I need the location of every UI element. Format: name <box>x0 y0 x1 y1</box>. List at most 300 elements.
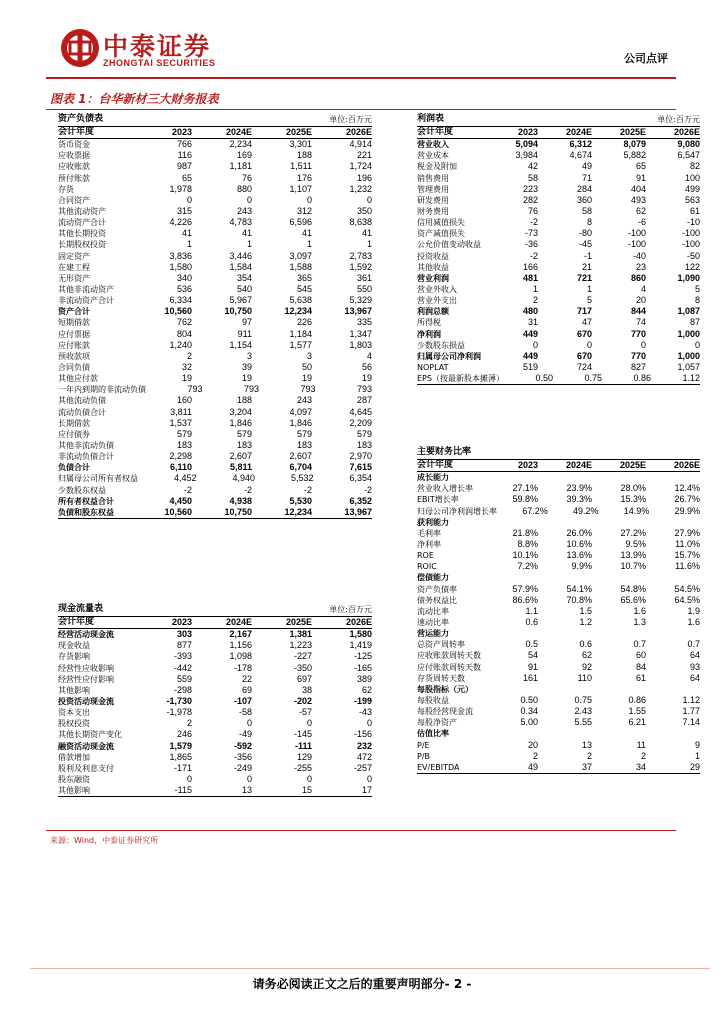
value-cell: 1,846 <box>229 417 252 428</box>
value-cell: 1,577 <box>289 339 312 350</box>
value-cell: 0.75 <box>574 694 592 705</box>
value-cell: 3,984 <box>515 150 538 161</box>
value-cell: -2 <box>529 217 538 228</box>
value-cell: -156 <box>353 729 372 740</box>
table-row <box>417 362 700 373</box>
table-title-row <box>417 447 700 460</box>
value-cell: 1 <box>186 239 192 250</box>
header-year-cell: 2026E <box>673 460 700 470</box>
row-label-cell: 净利率 <box>417 539 441 549</box>
value-cell <box>538 472 592 483</box>
value-cell: 449 <box>522 328 538 339</box>
row-label-cell: 每股经营现金流 <box>417 707 473 717</box>
value-cell: 19 <box>241 373 252 384</box>
value-cell: 3,811 <box>170 406 192 417</box>
value-cell: 1 <box>366 239 372 250</box>
table-row <box>417 139 700 150</box>
value-cell: 1,846 <box>289 417 312 428</box>
table-row <box>58 306 372 317</box>
row-label-cell: 研发费用 <box>417 195 449 205</box>
row-label-cell: 其他非流动资产 <box>58 284 114 294</box>
row-label-cell: 少数股东损益 <box>417 340 465 350</box>
table-row <box>58 674 372 685</box>
value-cell: -58 <box>238 707 252 718</box>
row-label-cell: ROE <box>417 551 434 561</box>
value-cell: 56 <box>361 361 372 372</box>
value-cell: 20 <box>635 295 646 306</box>
header-label-cell: 会计年度 <box>58 127 95 137</box>
table-header-row <box>417 127 700 139</box>
value-cell: 0 <box>366 718 372 729</box>
value-cell: 404 <box>630 183 646 194</box>
value-cell: 0.50 <box>520 694 538 705</box>
row-label-cell: 预收款项 <box>58 351 90 361</box>
value-cell: 54.1% <box>566 583 592 594</box>
value-cell <box>592 472 646 483</box>
value-cell: 100 <box>684 172 700 183</box>
table-row <box>58 173 372 184</box>
value-cell: 721 <box>576 272 592 283</box>
value-cell: 361 <box>356 272 372 283</box>
value-cell: 1.5 <box>579 605 592 616</box>
value-cell: -2 <box>363 484 372 495</box>
table-row <box>417 306 700 317</box>
row-label-cell: 流动比率 <box>417 606 449 616</box>
row-label-cell: 长期股权投资 <box>58 240 106 250</box>
value-cell: 2,167 <box>229 629 252 640</box>
table-row <box>58 440 372 451</box>
row-label-cell: 信用减值损失 <box>417 218 465 228</box>
value-cell: 2,607 <box>289 451 312 462</box>
row-label-cell: 应收账款周转天数 <box>417 651 481 661</box>
value-cell: 2 <box>532 295 538 306</box>
value-cell: 22 <box>241 673 252 684</box>
header-year-cell: 2025E <box>619 460 646 470</box>
income-statement-table <box>417 114 700 385</box>
value-cell: 793 <box>356 384 372 395</box>
table-row <box>58 373 372 384</box>
header-year-cell: 2024E <box>565 127 592 137</box>
value-cell: 540 <box>236 283 252 294</box>
value-cell: 9 <box>694 739 700 750</box>
value-cell: 1,107 <box>289 183 312 194</box>
value-cell: 6,547 <box>677 150 700 161</box>
value-cell: 9,080 <box>677 139 700 150</box>
row-label-cell: 营业利润 <box>417 273 449 283</box>
row-label-cell: 营业外支出 <box>417 296 457 306</box>
table-row <box>417 528 700 539</box>
value-cell <box>646 572 700 583</box>
row-label-cell: 所有者权益合计 <box>58 496 114 506</box>
header-year-cell: 2025E <box>285 617 312 627</box>
row-label-cell: 每股收益 <box>417 695 449 705</box>
value-cell: 844 <box>630 306 646 317</box>
row-label-cell: 负债合计 <box>58 463 90 473</box>
row-label-cell: 在建工程 <box>58 262 90 272</box>
table-row <box>417 662 700 673</box>
table-title: 现金流量表 <box>58 604 104 614</box>
value-cell: 47 <box>581 317 592 328</box>
value-cell: 87 <box>689 317 700 328</box>
value-cell: 13.9% <box>620 550 646 561</box>
value-cell <box>646 684 700 695</box>
table-row <box>58 496 372 507</box>
table-row <box>417 262 700 273</box>
table-row <box>417 572 700 583</box>
value-cell: 1,087 <box>677 306 700 317</box>
value-cell: 26.7% <box>674 494 700 505</box>
table-title: 主要财务比率 <box>417 447 472 457</box>
table-row <box>417 184 700 195</box>
value-cell: 31 <box>527 317 538 328</box>
value-cell: 0.7 <box>687 639 700 650</box>
value-cell: 10.1% <box>512 550 538 561</box>
value-cell: 0.7 <box>633 639 646 650</box>
value-cell: 6.21 <box>628 717 646 728</box>
value-cell: 0 <box>246 194 252 205</box>
row-label-cell: 借款增加 <box>58 752 90 762</box>
value-cell: 61 <box>689 205 700 216</box>
value-cell: 5,094 <box>515 139 538 150</box>
row-label-cell: ROIC <box>417 562 437 572</box>
value-cell <box>592 684 646 695</box>
header-year-cell: 2023 <box>171 127 192 137</box>
value-cell: 188 <box>236 395 252 406</box>
source-divider <box>46 830 676 831</box>
value-cell: -36 <box>524 239 538 250</box>
value-cell: 1,978 <box>169 183 192 194</box>
header-year-cell: 2023 <box>517 127 538 137</box>
brand-name-cn: 中泰证券 <box>103 32 212 61</box>
value-cell: -43 <box>358 707 372 718</box>
value-cell: 42 <box>527 161 538 172</box>
value-cell: 5,638 <box>289 295 312 306</box>
table-row <box>417 650 700 661</box>
value-cell: 766 <box>176 139 192 150</box>
value-cell: 6,596 <box>289 217 312 228</box>
row-label-cell: 经营活动现金流 <box>58 630 114 640</box>
value-cell: 1,584 <box>229 261 252 272</box>
value-cell: 12,234 <box>284 306 312 317</box>
financial-ratios-table <box>417 447 700 774</box>
value-cell: 1.9 <box>687 605 700 616</box>
value-cell: 1,232 <box>349 183 372 194</box>
value-cell: 10,560 <box>164 306 192 317</box>
value-cell: 1,154 <box>229 339 252 350</box>
value-cell: 86.6% <box>512 594 538 605</box>
value-cell: -1,978 <box>166 707 192 718</box>
row-label-cell: 管理费用 <box>417 184 449 194</box>
value-cell: 1,184 <box>289 328 312 339</box>
value-cell: 354 <box>236 272 252 283</box>
value-cell: -178 <box>233 662 252 673</box>
value-cell: -107 <box>233 695 252 706</box>
value-cell: 169 <box>236 150 252 161</box>
row-label-cell: 获利能力 <box>417 517 449 527</box>
value-cell: -249 <box>233 762 252 773</box>
value-cell: -202 <box>293 695 312 706</box>
table-row <box>58 362 372 373</box>
value-cell: 1,511 <box>290 161 312 172</box>
value-cell: 1.6 <box>633 605 646 616</box>
value-cell: 0 <box>532 339 538 350</box>
value-cell: 1,419 <box>349 640 372 651</box>
value-cell <box>538 728 592 739</box>
value-cell: -80 <box>578 228 592 239</box>
value-cell: 110 <box>577 672 592 683</box>
row-label-cell: 流动负债合计 <box>58 407 106 417</box>
table-row <box>58 195 372 206</box>
value-cell <box>484 728 538 739</box>
value-cell: 793 <box>300 384 316 395</box>
value-cell: 0.34 <box>520 706 538 717</box>
value-cell: 0.5 <box>525 639 538 650</box>
row-label-cell: 一年内到期的非流动负债 <box>58 385 146 395</box>
value-cell: 987 <box>176 161 192 172</box>
row-label-cell: 成长能力 <box>417 473 449 483</box>
value-cell: 1,090 <box>677 272 700 283</box>
table-row <box>417 206 700 217</box>
value-cell: 11.0% <box>675 538 700 549</box>
table-row <box>417 494 700 505</box>
table-row <box>417 217 700 228</box>
value-cell: 32 <box>181 361 192 372</box>
value-cell: 41 <box>301 228 312 239</box>
value-cell: 0.6 <box>525 616 538 627</box>
value-cell <box>646 628 700 639</box>
row-label-cell: 应付账款 <box>58 340 90 350</box>
table-row <box>58 451 372 462</box>
row-label-cell: 现金收益 <box>58 641 90 651</box>
value-cell: 0.86 <box>633 373 651 384</box>
row-label-cell: 投资收益 <box>417 251 449 261</box>
value-cell: 6,110 <box>169 462 192 473</box>
value-cell: 6,354 <box>349 473 372 484</box>
value-cell <box>646 472 700 483</box>
value-cell: 0 <box>640 339 646 350</box>
table-row <box>58 161 372 172</box>
value-cell <box>538 684 592 695</box>
header-year-cell: 2025E <box>619 127 646 137</box>
value-cell: 1.55 <box>628 706 646 717</box>
value-cell: 246 <box>176 729 192 740</box>
value-cell: 1,223 <box>289 640 312 651</box>
row-label-cell: 其他收益 <box>417 262 449 272</box>
value-cell: -592 <box>233 740 252 751</box>
value-cell: 4 <box>640 283 646 294</box>
page-footer: 请务必阅读正文之后的重要声明部分- 2 - <box>252 977 472 991</box>
value-cell: 41 <box>181 228 192 239</box>
table-row <box>417 706 700 717</box>
value-cell: 1,580 <box>349 629 372 640</box>
value-cell: 27.2% <box>620 527 646 538</box>
table-unit: 单位:百万元 <box>329 115 372 124</box>
value-cell: 70.8% <box>566 594 592 605</box>
value-cell: 5 <box>586 295 592 306</box>
value-cell: 5,882 <box>623 150 646 161</box>
value-cell: 1,579 <box>169 740 192 751</box>
value-cell: 91 <box>527 661 538 672</box>
table-row <box>417 506 700 517</box>
table-row <box>58 317 372 328</box>
value-cell: 284 <box>576 183 592 194</box>
value-cell: 71 <box>581 172 592 183</box>
value-cell: 3,301 <box>289 139 312 150</box>
row-label-cell: 合同资产 <box>58 195 90 205</box>
table-row <box>417 195 700 206</box>
document-type: 公司点评 <box>624 52 668 65</box>
value-cell: 176 <box>296 172 312 183</box>
value-cell <box>538 572 592 583</box>
value-cell: -199 <box>353 695 372 706</box>
table-row <box>417 161 700 172</box>
value-cell: 37 <box>581 761 592 772</box>
value-cell: 579 <box>176 428 192 439</box>
value-cell: 0 <box>246 773 252 784</box>
table-row <box>417 728 700 739</box>
row-label-cell: 短期借款 <box>58 318 90 328</box>
value-cell: -145 <box>293 729 312 740</box>
value-cell: 93 <box>689 661 700 672</box>
row-label-cell: 偿债能力 <box>417 573 449 583</box>
value-cell: 670 <box>576 350 592 361</box>
row-label-cell: 其他应付款 <box>58 374 98 384</box>
table-title: 利润表 <box>417 114 445 124</box>
value-cell: 4,914 <box>349 139 372 150</box>
value-cell: 4,452 <box>173 473 197 484</box>
row-label-cell: 资产减值损失 <box>417 229 465 239</box>
value-cell: 160 <box>176 395 192 406</box>
row-label-cell: 合同负债 <box>58 362 90 372</box>
value-cell: 5,530 <box>289 495 312 506</box>
header-year-cell: 2026E <box>673 127 700 137</box>
row-label-cell: 应付账款周转天数 <box>417 662 481 672</box>
table-row <box>417 284 700 295</box>
table-row <box>417 740 700 751</box>
value-cell: 3,204 <box>229 406 252 417</box>
table-row <box>58 473 372 484</box>
value-cell: -255 <box>293 762 312 773</box>
value-cell: -111 <box>294 740 312 751</box>
value-cell: 4,940 <box>232 473 255 484</box>
row-label-cell: 存货 <box>58 184 74 194</box>
table-row <box>58 640 372 651</box>
row-label-cell: 估值比率 <box>417 729 449 739</box>
value-cell: 860 <box>630 272 646 283</box>
value-cell: 579 <box>236 428 252 439</box>
value-cell: 13 <box>581 739 592 750</box>
value-cell: 579 <box>356 428 372 439</box>
row-label-cell: 公允价值变动收益 <box>417 240 481 250</box>
value-cell: 911 <box>237 328 252 339</box>
value-cell: 724 <box>576 361 592 372</box>
table-row <box>58 273 372 284</box>
value-cell: 481 <box>522 272 538 283</box>
value-cell <box>538 517 592 528</box>
value-cell: 116 <box>177 150 192 161</box>
value-cell <box>646 728 700 739</box>
value-cell: 3,446 <box>229 250 252 261</box>
value-cell: 74 <box>635 317 646 328</box>
value-cell: 1.3 <box>633 616 646 627</box>
row-label-cell: 债务权益比 <box>417 595 457 605</box>
row-label-cell: 其他非流动负债 <box>58 440 114 450</box>
value-cell: 20 <box>527 739 538 750</box>
value-cell: 5,329 <box>349 295 372 306</box>
row-label-cell: 每股净资产 <box>417 718 457 728</box>
value-cell: 793 <box>243 384 259 395</box>
value-cell: 793 <box>187 384 203 395</box>
value-cell: 0.6 <box>579 639 592 650</box>
header-label-cell: 会计年度 <box>417 127 454 137</box>
value-cell: 13.6% <box>566 550 592 561</box>
table-row <box>417 617 700 628</box>
value-cell: 804 <box>176 328 192 339</box>
header-label-cell: 会计年度 <box>58 617 95 627</box>
value-cell <box>484 517 538 528</box>
value-cell: 65.6% <box>620 594 646 605</box>
value-cell: 0 <box>586 339 592 350</box>
row-label-cell: 其他影响 <box>58 786 90 796</box>
value-cell: 54.5% <box>674 583 700 594</box>
value-cell: 0 <box>694 339 700 350</box>
table-row <box>58 696 372 707</box>
value-cell: 559 <box>176 673 192 684</box>
table-row <box>417 329 700 340</box>
value-cell: 183 <box>236 439 252 450</box>
value-cell: 34 <box>635 761 646 772</box>
value-cell: -171 <box>173 762 192 773</box>
table-row <box>417 295 700 306</box>
table-row <box>58 217 372 228</box>
value-cell: 389 <box>356 673 372 684</box>
row-label-cell: P/E <box>417 740 430 750</box>
value-cell: 11 <box>636 739 646 750</box>
value-cell: 64.5% <box>674 594 700 605</box>
value-cell <box>484 472 538 483</box>
header-label-cell: 会计年度 <box>417 460 454 470</box>
row-label-cell: 股利及利息支付 <box>58 763 114 773</box>
value-cell: 49.2% <box>572 505 599 516</box>
value-cell: 84 <box>635 661 646 672</box>
row-label-cell: 股权投资 <box>58 719 90 729</box>
row-label-cell: 投资活动现金流 <box>58 696 114 706</box>
value-cell: 3,097 <box>289 250 312 261</box>
value-cell: 2 <box>640 750 646 761</box>
value-cell: 499 <box>684 183 700 194</box>
table-title-row <box>58 114 372 127</box>
value-cell: -2 <box>243 484 252 495</box>
table-row <box>417 595 700 606</box>
value-cell: 21 <box>581 261 592 272</box>
table-row <box>417 472 700 483</box>
row-label-cell: 其他流动资产 <box>58 206 106 216</box>
row-label-cell: EBIT增长率 <box>417 495 459 505</box>
table-row <box>58 295 372 306</box>
value-cell <box>484 628 538 639</box>
value-cell: -100 <box>681 239 700 250</box>
value-cell: 1 <box>532 283 538 294</box>
table-row <box>58 485 372 496</box>
table-row <box>58 418 372 429</box>
value-cell: 23 <box>635 261 646 272</box>
value-cell: 8,079 <box>623 139 646 150</box>
value-cell: 188 <box>296 150 312 161</box>
value-cell: 1,588 <box>289 261 312 272</box>
header-divider <box>46 77 676 79</box>
value-cell: 122 <box>684 261 700 272</box>
value-cell: 1,580 <box>169 261 192 272</box>
